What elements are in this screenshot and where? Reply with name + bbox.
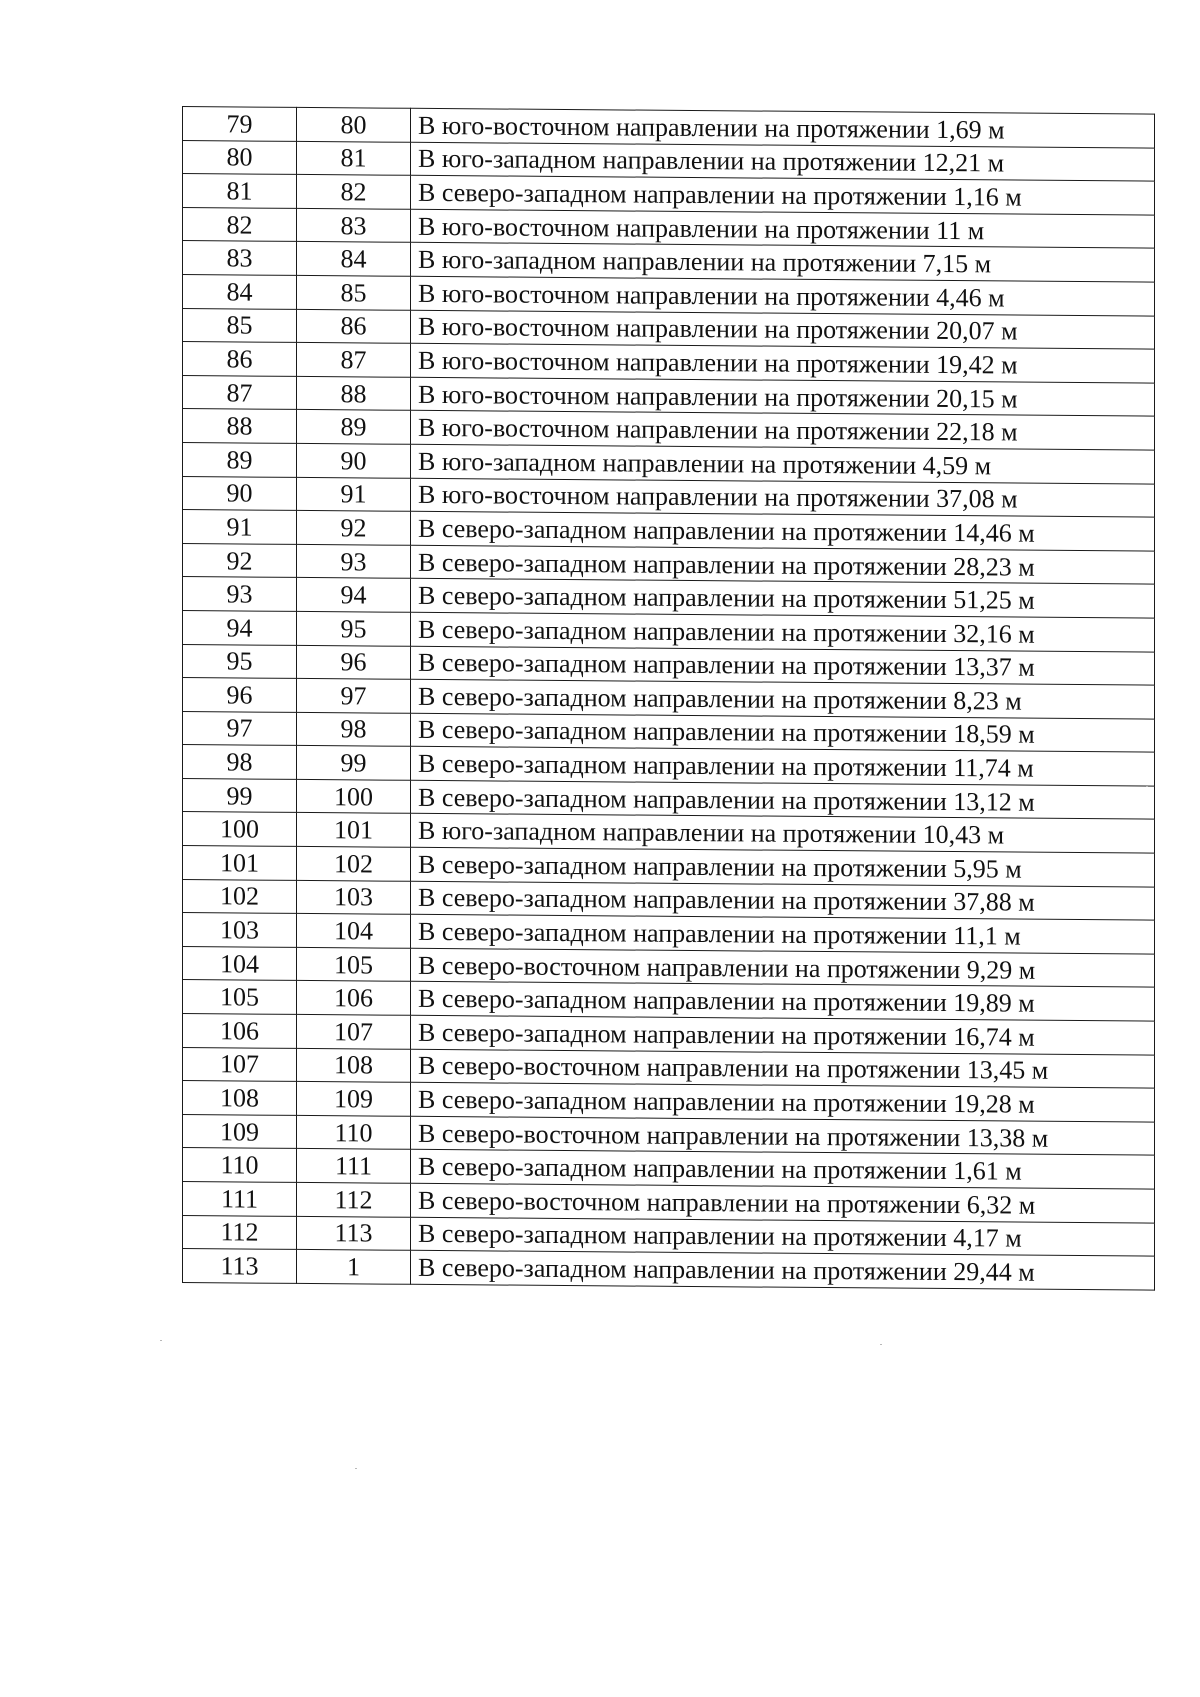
point-to-cell: 109 (297, 1082, 411, 1116)
point-from-cell: 80 (183, 140, 297, 174)
segment-description-cell: В северо-западном направлении на протяжении 13,12 м (411, 780, 1155, 819)
point-to-cell: 103 (297, 880, 411, 914)
point-from-cell: 111 (183, 1182, 297, 1216)
segment-description-cell: В северо-западном направлении на протяжении 14,46 м (411, 511, 1155, 550)
segment-description-cell: В юго-восточном направлении на протяжении 19,42 м (411, 343, 1155, 382)
point-from-cell: 82 (183, 207, 297, 241)
point-to-cell: 83 (297, 208, 411, 242)
point-to-cell: 84 (297, 242, 411, 276)
point-from-cell: 105 (183, 980, 297, 1014)
point-to-cell: 113 (297, 1216, 411, 1250)
segment-description-cell: В северо-западном направлении на протяжении 51,25 м (411, 579, 1155, 618)
point-to-cell: 100 (297, 779, 411, 813)
point-to-cell: 96 (297, 645, 411, 679)
point-from-cell: 93 (183, 577, 297, 611)
scan-speck (880, 1344, 882, 1345)
point-to-cell: 112 (297, 1182, 411, 1216)
point-to-cell: 80 (297, 107, 411, 141)
segment-description-cell: В северо-западном направлении на протяжении 4,17 м (411, 1217, 1155, 1256)
scan-speck (355, 1468, 357, 1469)
point-to-cell: 85 (297, 275, 411, 309)
point-to-cell: 89 (297, 410, 411, 444)
point-from-cell: 96 (183, 678, 297, 712)
point-to-cell: 99 (297, 746, 411, 780)
point-from-cell: 107 (183, 1047, 297, 1081)
point-to-cell: 101 (297, 813, 411, 847)
point-from-cell: 86 (183, 342, 297, 376)
point-to-cell: 81 (297, 141, 411, 175)
point-from-cell: 101 (183, 846, 297, 880)
point-from-cell: 85 (183, 308, 297, 342)
table-row (183, 1249, 1155, 1290)
point-to-cell: 110 (297, 1115, 411, 1149)
point-to-cell: 82 (297, 175, 411, 209)
point-to-cell: 95 (297, 611, 411, 645)
point-to-cell: 87 (297, 343, 411, 377)
segment-description-cell: В северо-западном направлении на протяжении 37,88 м (411, 881, 1155, 920)
point-from-cell: 92 (183, 543, 297, 577)
segment-description-cell: В северо-западном направлении на протяжении 5,95 м (411, 847, 1155, 886)
point-from-cell: 89 (183, 442, 297, 476)
segment-description-cell: В северо-западном направлении на протяжении 11,74 м (411, 747, 1155, 786)
point-from-cell: 97 (183, 711, 297, 745)
point-from-cell: 91 (183, 510, 297, 544)
point-from-cell: 79 (183, 107, 297, 141)
point-from-cell: 83 (183, 241, 297, 275)
point-to-cell: 108 (297, 1048, 411, 1082)
segment-description-cell: В северо-западном направлении на протяжении 29,44 м (411, 1250, 1155, 1289)
scan-speck (1146, 786, 1148, 787)
segment-description-cell: В северо-западном направлении на протяжении 1,16 м (411, 175, 1155, 214)
point-from-cell: 113 (183, 1249, 297, 1283)
point-from-cell: 110 (183, 1148, 297, 1182)
point-from-cell: 94 (183, 610, 297, 644)
segment-description-cell: В северо-западном направлении на протяжении 19,89 м (411, 982, 1155, 1021)
segment-description-cell: В северо-восточном направлении на протяжении 6,32 м (411, 1183, 1155, 1222)
point-to-cell: 111 (297, 1149, 411, 1183)
segment-description-cell: В юго-восточном направлении на протяжении 11 м (411, 209, 1155, 248)
point-from-cell: 109 (183, 1114, 297, 1148)
segment-description-cell: В юго-восточном направлении на протяжении 22,18 м (411, 411, 1155, 450)
point-from-cell: 84 (183, 274, 297, 308)
segment-description-cell: В северо-восточном направлении на протяжении 13,38 м (411, 1116, 1155, 1155)
segment-description-cell: В юго-западном направлении на протяжении 12,21 м (411, 142, 1155, 181)
point-from-cell: 100 (183, 812, 297, 846)
point-to-cell: 93 (297, 544, 411, 578)
segment-description-cell: В северо-западном направлении на протяжении 8,23 м (411, 679, 1155, 718)
segment-description-cell: В юго-восточном направлении на протяжении 1,69 м (411, 108, 1155, 147)
point-from-cell: 108 (183, 1081, 297, 1115)
segment-description-cell: В юго-восточном направлении на протяжении 4,46 м (411, 276, 1155, 315)
point-from-cell: 81 (183, 174, 297, 208)
point-to-cell: 92 (297, 511, 411, 545)
point-from-cell: 88 (183, 409, 297, 443)
segment-description-cell: В юго-западном направлении на протяжении 4,59 м (411, 444, 1155, 483)
segment-description-cell: В северо-западном направлении на протяжении 32,16 м (411, 612, 1155, 651)
segment-description-cell: В северо-западном направлении на протяжении 19,28 м (411, 1083, 1155, 1122)
scan-speck (160, 1340, 162, 1341)
point-from-cell: 90 (183, 476, 297, 510)
point-to-cell: 90 (297, 443, 411, 477)
segment-description-cell: В северо-западном направлении на протяжении 11,1 м (411, 915, 1155, 954)
segment-description-cell: В юго-восточном направлении на протяжении 20,15 м (411, 377, 1155, 416)
point-from-cell: 112 (183, 1215, 297, 1249)
point-to-cell: 106 (297, 981, 411, 1015)
point-to-cell: 94 (297, 578, 411, 612)
segment-description-cell: В юго-западном направлении на протяжении 7,15 м (411, 243, 1155, 282)
point-to-cell: 88 (297, 376, 411, 410)
segment-description-cell: В северо-восточном направлении на протяжении 9,29 м (411, 948, 1155, 987)
point-to-cell: 86 (297, 309, 411, 343)
boundary-description-table (182, 106, 1155, 1290)
segment-description-cell: В юго-западном направлении на протяжении 10,43 м (411, 814, 1155, 853)
table-body (183, 107, 1155, 1290)
point-from-cell: 99 (183, 778, 297, 812)
point-to-cell: 104 (297, 914, 411, 948)
point-to-cell: 91 (297, 477, 411, 511)
segment-description-cell: В северо-западном направлении на протяжении 1,61 м (411, 1150, 1155, 1189)
point-from-cell: 95 (183, 644, 297, 678)
segment-description-cell: В северо-западном направлении на протяжении 28,23 м (411, 545, 1155, 584)
point-from-cell: 104 (183, 946, 297, 980)
segment-description-cell: В юго-восточном направлении на протяжении 20,07 м (411, 310, 1155, 349)
point-to-cell: 98 (297, 712, 411, 746)
point-from-cell: 87 (183, 375, 297, 409)
segment-description-cell: В северо-западном направлении на протяжении 18,59 м (411, 713, 1155, 752)
point-from-cell: 106 (183, 1014, 297, 1048)
point-to-cell: 102 (297, 846, 411, 880)
point-to-cell: 1 (297, 1250, 411, 1284)
point-from-cell: 98 (183, 745, 297, 779)
segment-description-cell: В северо-западном направлении на протяжении 16,74 м (411, 1015, 1155, 1054)
point-to-cell: 105 (297, 947, 411, 981)
point-from-cell: 102 (183, 879, 297, 913)
point-to-cell: 97 (297, 678, 411, 712)
segment-description-cell: В северо-восточном направлении на протяжении 13,45 м (411, 1049, 1155, 1088)
segment-description-cell: В северо-западном направлении на протяжении 13,37 м (411, 646, 1155, 685)
segment-description-cell: В юго-восточном направлении на протяжении 37,08 м (411, 478, 1155, 517)
point-from-cell: 103 (183, 913, 297, 947)
point-to-cell: 107 (297, 1014, 411, 1048)
